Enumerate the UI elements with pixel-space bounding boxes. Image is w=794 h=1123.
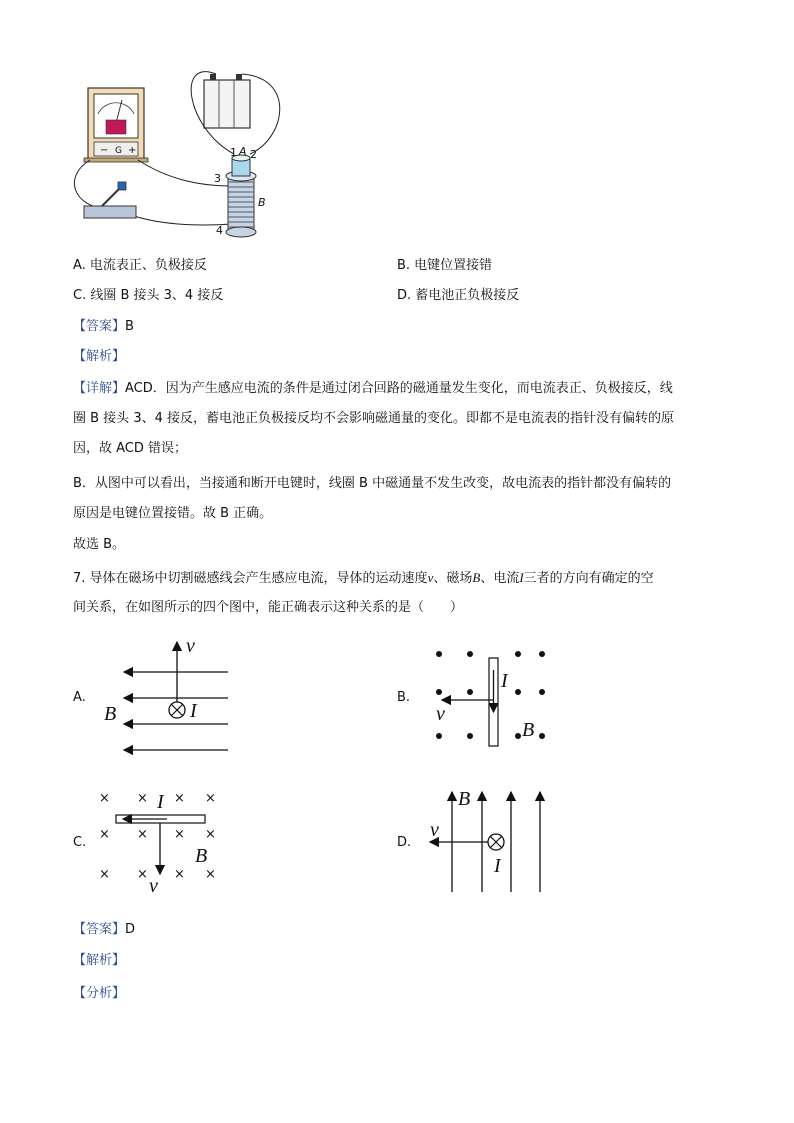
q6-option-b: B. 电键位置接错	[397, 258, 493, 273]
meter-plus-label: +	[128, 145, 137, 156]
q7-figure-b	[420, 640, 560, 755]
fig-d-i-label: I	[494, 855, 501, 877]
q7-fenxi-label: 【分析】	[73, 986, 126, 1001]
fig-c-i-label: I	[157, 791, 164, 813]
q7-figure-d-label: D.	[397, 835, 412, 850]
q6-option-c: C. 线圈 B 接头 3、4 接反	[73, 288, 224, 303]
q7-stem-line2: 间关系，在如图所示的四个图中，能正确表示这种关系的是（ ）	[73, 600, 464, 615]
q6-analysis-label: 【解析】	[73, 349, 126, 364]
svg-text:×: ×	[174, 867, 185, 882]
svg-text:×: ×	[137, 867, 148, 882]
switch	[84, 182, 136, 218]
q7-answer-value: D	[125, 922, 136, 937]
q7-stem-part4: 三者的方向有确定的空	[523, 571, 654, 586]
svg-text:×: ×	[174, 791, 185, 806]
svg-text:×: ×	[205, 827, 216, 842]
fig-d-b-label: B	[458, 788, 471, 810]
coil-b-label: B	[258, 196, 266, 209]
svg-text:×: ×	[99, 827, 110, 842]
q6-conclusion: 故选 B。	[73, 537, 126, 552]
fig-a-i-label: I	[190, 700, 197, 722]
q6-answer	[73, 318, 134, 335]
meter-g-label: G	[115, 146, 122, 156]
terminal-4-label: 4	[216, 224, 223, 237]
fig-c-b-label: B	[195, 845, 208, 867]
q6-detail-line4: B．从图中可以看出，当接通和断开电键时，线圈 B 中磁通量不发生改变，故电流表的指针都没有偏转的	[73, 476, 672, 491]
svg-text:×: ×	[99, 791, 110, 806]
coil-a-label: A	[239, 145, 247, 158]
q7-figure-d	[420, 784, 560, 896]
svg-text:×: ×	[174, 827, 185, 842]
q6-answer-label: 【答案】	[73, 319, 126, 334]
q7-figure-c	[95, 786, 230, 896]
fig-b-b-label: B	[522, 719, 535, 741]
coil-assembly	[226, 155, 256, 237]
q6-detail-line2: 圈 B 接头 3、4 接反，蓄电池正负极接反均不会影响磁通量的变化。即都不是电流表的指针没有偏转的原	[73, 411, 674, 426]
q7-figure-b-label: B.	[397, 690, 411, 705]
q6-detail-line3: 因，故 ACD 错误；	[73, 441, 188, 456]
q7-symbol-b: B	[472, 570, 481, 585]
svg-text:×: ×	[205, 867, 216, 882]
q7-symbol-v: v	[427, 570, 434, 585]
svg-text:×: ×	[137, 791, 148, 806]
battery	[204, 74, 250, 128]
q7-stem-line1	[73, 569, 654, 587]
q7-stem-part1: 导体在磁场中切割磁感线会产生感应电流，导体的运动速度	[89, 571, 428, 586]
q7-figure-a-label: A.	[73, 690, 86, 705]
meter-minus-label: −	[100, 145, 109, 156]
q7-analysis-label: 【解析】	[73, 953, 126, 968]
q6-option-d: D. 蓄电池正负极接反	[397, 288, 520, 303]
q6-detail-line1	[73, 380, 673, 397]
q7-figure-c-label: C.	[73, 835, 87, 850]
svg-text:×: ×	[205, 791, 216, 806]
q7-symbol-i: I	[519, 570, 524, 585]
q6-detail-text1: ACD．因为产生感应电流的条件是通过闭合回路的磁通量发生变化，而电流表正、负极接反，线	[125, 381, 673, 396]
q6-option-a: A. 电流表正、负极接反	[73, 258, 207, 273]
fig-c-v-label: v	[149, 875, 158, 896]
fig-b-i-label: I	[501, 670, 508, 692]
galvanometer	[84, 88, 148, 162]
q7-figure-a	[100, 630, 240, 760]
q7-answer	[73, 921, 135, 938]
q7-answer-label: 【答案】	[73, 922, 126, 937]
fig-a-b-label: B	[104, 703, 117, 725]
q7-stem-part3: 、电流	[480, 571, 520, 586]
q7-number: 7.	[73, 571, 86, 586]
fig-d-v-label: v	[430, 819, 439, 841]
q6-detail-label: 【详解】	[73, 381, 126, 396]
apparatus-figure	[66, 68, 296, 243]
q6-detail-line5: 原因是电键位置接错。故 B 正确。	[73, 506, 273, 521]
terminal-3-label: 3	[214, 172, 221, 185]
svg-text:×: ×	[137, 827, 148, 842]
q6-answer-value: B	[125, 319, 134, 334]
svg-text:×: ×	[99, 867, 110, 882]
fig-b-v-label: v	[436, 703, 445, 725]
q7-stem-part2: 、磁场	[433, 571, 473, 586]
terminal-2-label: 2	[250, 148, 257, 161]
terminal-1-label: 1	[230, 146, 237, 159]
fig-a-v-label: v	[186, 635, 195, 657]
